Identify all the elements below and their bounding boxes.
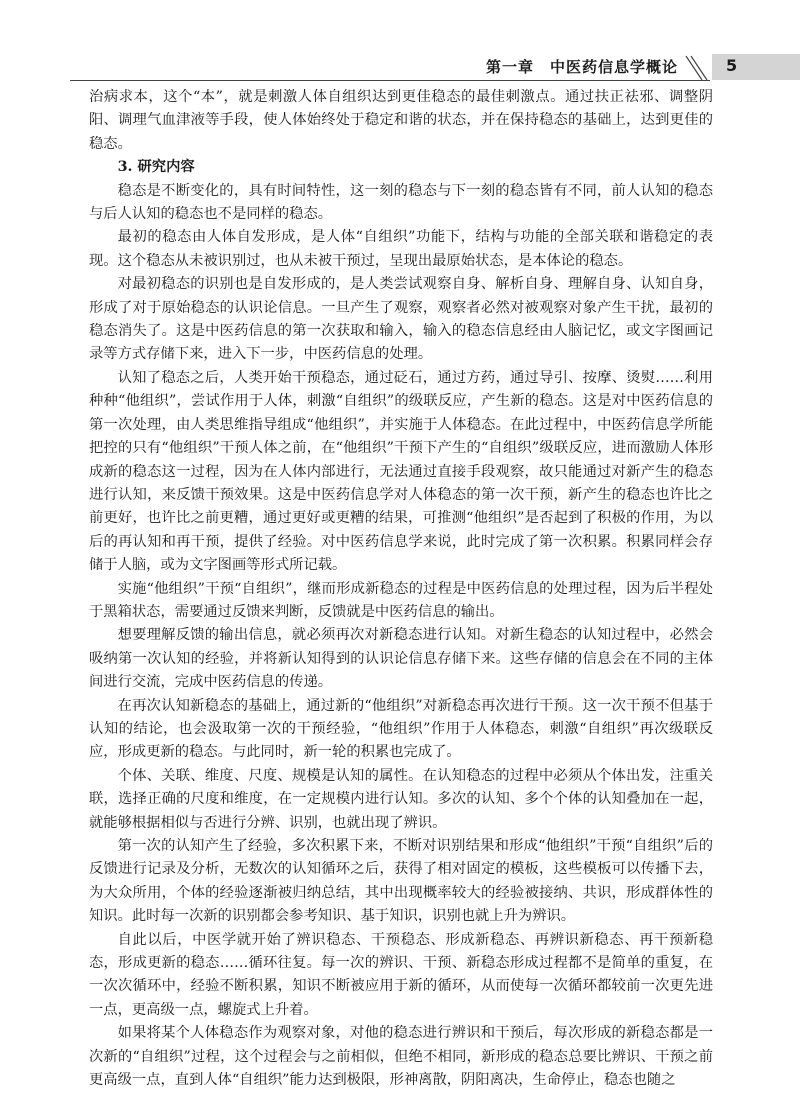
paragraph: 自此以后，中医学就开始了辨识稳态、干预稳态、形成新稳态、再辨识新稳态、再干预新稳态，形成更新的稳态……循环往复。每一次的辨识、干预、新稳态形成过程都不是简单的重复，在一次次循环中，经验不断积累，知识不断被应用于新的循环，从而使每一次循环都较前一次更先进一点，更高级一点，螺旋式上升着。 xyxy=(89,931,713,1018)
paragraph: 想要理解反馈的输出信息，就必须再次对新稳态进行认知。对新生稳态的认知过程中，必然会吸纳第一次认知的经验，并将新认知得到的认识论信息存储下来。这些存储的信息会在不同的主体间进行交流，完成中医药信息的传递。 xyxy=(89,627,713,691)
page-header xyxy=(0,52,800,82)
paragraph: 第一次的认知产生了经验，多次积累下来，不断对识别结果和形成“他组织”干预“自组织”后的反馈进行记录及分析，无数次的认知循环之后，获得了相对固定的模板，这些模板可以传播下去，为大众所用，个体的经验逐渐被归纳总结，其中出现概率较大的经验被接纳、共识，形成群体性的知识。此时每一次新的识别都会参考知识、基于知识，识别也就上升为辨识。 xyxy=(89,838,713,925)
paragraph: 稳态是不断变化的，具有时间特性，这一刻的稳态与下一刻的稳态皆有不同，前人认知的稳态与后人认知的稳态也不是同样的稳态。 xyxy=(89,182,713,223)
paragraph-continued: 治病求本，这个“本”，就是刺激人体自组织达到更佳稳态的最佳刺激点。通过扶正祛邪、调整阴阳、调理气血津液等手段，使人体始终处于稳定和谐的状态，并在保持稳态的基础上，达到更佳的稳态。 xyxy=(89,89,713,152)
page-number: 5 xyxy=(726,56,738,75)
paragraph: 个体、关联、维度、尺度、规模是认知的属性。在认知稳态的过程中必须从个体出发，注重关联，选择正确的尺度和维度，在一定规模内进行认知。多次的认知、多个个体的认知叠加在一起，就能够根据相似与否进行分辨、识别，也就出现了辨识。 xyxy=(89,767,713,831)
chapter-title: 第一章 中医药信息学概论 xyxy=(485,58,678,76)
paragraph: 在再次认知新稳态的基础上，通过新的“他组织”对新稳态再次进行干预。这一次干预不但基于认知的结论，也会汲取第一次的干预经验，“他组织”作用于人体稳态，刺激“自组织”再次级联反应，形成更新的稳态。与此同时，新一轮的积累也完成了。 xyxy=(89,697,713,761)
header-divider-slash xyxy=(680,52,710,82)
section-heading: 3. 研究内容 xyxy=(117,159,195,176)
paragraph: 对最初稳态的识别也是自发形成的，是人类尝试观察自身、解析自身、理解自身、认知自身，形成了对于原始稳态的认识论信息。一旦产生了观察，观察者必然对被观察对象产生干扰，最初的稳态消失了。这是中医药信息的第一次获取和输入，输入的稳态信息经由人脑记忆，或文字图画记录等方式存储下来，进入下一步，中医药信息的处理。 xyxy=(89,276,713,363)
paragraph: 如果将某个人体稳态作为观察对象，对他的稳态进行辨识和干预后，每次形成的新稳态都是一次新的“自组织”过程，这个过程会与之前相似，但绝不相同，新形成的稳态总要比辨识、干预之前更高级一点，直到人体“自组织”能力达到极限，形神离散，阴阳离决，生命停止，稳态也随之 xyxy=(89,1025,713,1089)
paragraph: 最初的稳态由人体自发形成，是人体“自组织”功能下，结构与功能的全部关联和谐稳定的表现。这个稳态从未被识别过，也从未被干预过，呈现出最原始状态，是本体论的稳态。 xyxy=(89,229,713,269)
header-rule xyxy=(70,80,710,81)
paragraph: 实施“他组织”干预“自组织”，继而形成新稳态的过程是中医药信息的处理过程，因为后半程处于黑箱状态，需要通过反馈来判断，反馈就是中医药信息的输出。 xyxy=(89,580,713,620)
paragraph: 认知了稳态之后，人类开始干预稳态，通过砭石，通过方药，通过导引、按摩、烫熨……利用种种“他组织”，尝试作用于人体，刺激“自组织”的级联反应，产生新的稳态。这是对中医药信息的第一次处理，由人类思维指导组成“他组织”，并实施于人体稳态。在此过程中，中医药信息学所能把控的只有“他组织”干预人体之前，在“他组织”干预下产生的“自组织”级联反应，进而激励人体形成新的稳态这一过程，因为在人体内部进行，无法通过直接手段观察，故只能通过对新产生的稳态进行认知，来反馈干预效果。这是中医药信息学对人体稳态的第一次干预，新产生的稳态也许比之前更好，也许比之前更糟，通过更好或更糟的结果，可推测“他组织”是否起到了积极的作用，为以后的再认知和再干预，提供了经验。对中医药信息学来说，此时完成了第一次积累。积累同样会存储于人脑，或为文字图画等形式所记载。 xyxy=(89,369,713,574)
page-body xyxy=(89,86,713,1092)
